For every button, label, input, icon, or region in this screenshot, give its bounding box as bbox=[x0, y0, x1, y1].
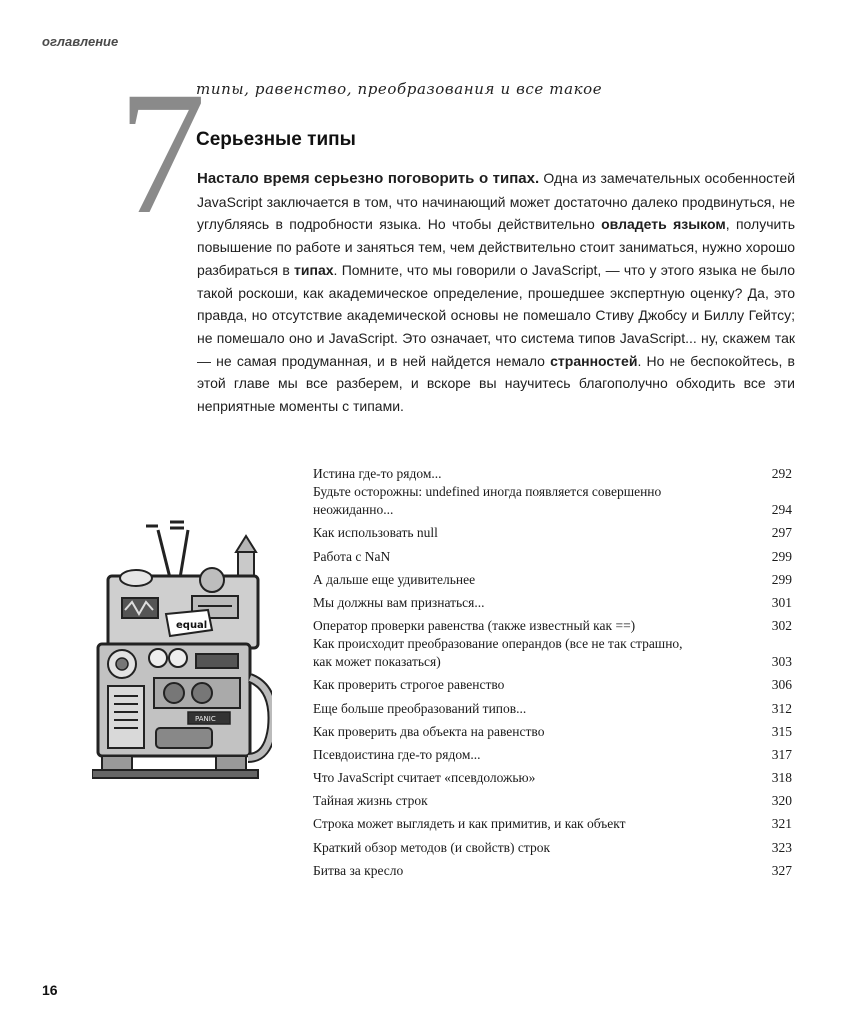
toc-entry-page: 312 bbox=[771, 700, 792, 716]
toc-entry-page: 297 bbox=[771, 525, 792, 541]
toc-entry-title: Как использовать null bbox=[313, 525, 438, 541]
toc-entry[interactable] bbox=[313, 857, 792, 880]
page-number: 16 bbox=[42, 982, 58, 998]
toc-entry-page: 292 bbox=[771, 466, 792, 482]
toc-entry-title: Псевдоистина где-то рядом... bbox=[313, 746, 481, 762]
toc-entry-title: А дальше еще удивительнее bbox=[313, 571, 476, 587]
robot-tag-label: equal bbox=[176, 620, 208, 631]
running-header: оглавление bbox=[42, 34, 119, 49]
toc-entry-title: Работа с NaN bbox=[313, 548, 391, 564]
toc-entry-page: 320 bbox=[771, 793, 792, 809]
toc-entry-title: Еще больше преобразований типов... bbox=[313, 700, 527, 716]
table-of-contents bbox=[313, 460, 792, 880]
toc-entry-page: 306 bbox=[771, 677, 792, 693]
toc-entry-title: Битва за кресло bbox=[313, 862, 404, 878]
toc-entry-page: 318 bbox=[771, 770, 792, 786]
chapter-subtitle: типы, равенство, преобразования и все такое bbox=[196, 80, 603, 98]
toc-entry[interactable] bbox=[313, 718, 792, 741]
chapter-intro bbox=[197, 167, 795, 418]
toc-entry-page: 302 bbox=[771, 618, 792, 634]
intro-emphasis: типах bbox=[294, 261, 334, 278]
intro-lead: Настало время серьезно поговорить о типах. bbox=[197, 170, 540, 187]
intro-emphasis: овладеть языком bbox=[601, 216, 726, 233]
toc-entry[interactable] bbox=[313, 741, 792, 764]
toc-entry[interactable] bbox=[313, 460, 792, 483]
toc-entry[interactable] bbox=[313, 483, 792, 519]
toc-entry[interactable] bbox=[313, 589, 792, 612]
toc-entry-title: Истина где-то рядом... bbox=[313, 466, 442, 482]
robot-panel-label: PANIC bbox=[195, 715, 216, 723]
intro-emphasis: странностей bbox=[550, 352, 638, 369]
toc-entry[interactable] bbox=[313, 694, 792, 717]
toc-entry-page: 323 bbox=[771, 839, 792, 855]
toc-entry-page: 294 bbox=[771, 502, 792, 518]
toc-entry[interactable] bbox=[313, 519, 792, 542]
toc-entry-title: Как проверить строгое равенство bbox=[313, 677, 505, 693]
robot-illustration bbox=[92, 518, 272, 783]
toc-entry[interactable] bbox=[313, 810, 792, 833]
toc-entry[interactable] bbox=[313, 566, 792, 589]
toc-entry-title: Мы должны вам признаться... bbox=[313, 594, 485, 610]
toc-entry-title: Как проверить два объекта на равенство bbox=[313, 723, 545, 739]
toc-entry-title: Тайная жизнь строк bbox=[313, 793, 428, 809]
intro-text: Одна из замечательных особенностей JavaScript заключается в том, что начинающий может достаточно далеко продвинуться, не углубляясь в подробности языка. Но чтобы действительно bbox=[197, 170, 796, 233]
chapter-number: 7 bbox=[118, 56, 206, 251]
chapter-title: Серьезные типы bbox=[196, 129, 356, 150]
toc-entry-page: 303 bbox=[771, 654, 792, 670]
toc-entry[interactable] bbox=[313, 671, 792, 694]
toc-entry-page: 327 bbox=[771, 862, 792, 878]
toc-entry[interactable] bbox=[313, 764, 792, 787]
toc-entry-title: Краткий обзор методов (и свойств) строк bbox=[313, 839, 551, 855]
intro-text: . Но не беспокойтесь, в этой главе мы все разберем, и вскоре вы научитесь благополучно обходить все эти неприятные моменты с типами. bbox=[197, 352, 795, 415]
intro-text: . Помните, что мы говорили о JavaScript, — что у этого языка не было такой роскоши, как академическое определение, прошедшее экспертную оценку? Да, это правда, но отсутствие академической основы не помешало Стиву Джобсу и Биллу Гейтсу; не помешало оно и JavaScript. Это означает, что система типов JavaScript... ну, скажем так — не самая продуманная, и в ней найдется немало bbox=[197, 261, 795, 369]
toc-entry-title: Будьте осторожны: undefined иногда появляется совершенно неожиданно... bbox=[313, 484, 662, 518]
toc-entry-page: 301 bbox=[771, 594, 792, 610]
toc-entry[interactable] bbox=[313, 635, 792, 671]
toc-entry-title: Что JavaScript считает «псевдоложью» bbox=[313, 770, 536, 786]
toc-entry-page: 317 bbox=[771, 746, 792, 762]
toc-entry-page: 321 bbox=[771, 816, 792, 832]
toc-entry[interactable] bbox=[313, 542, 792, 565]
toc-entry[interactable] bbox=[313, 833, 792, 856]
toc-entry-page: 299 bbox=[771, 548, 792, 564]
intro-text: , получить повышение по работе и заняться тем, чем действительно стоит заниматься, нужно хорошо разбираться в bbox=[197, 216, 796, 278]
toc-entry-title: Оператор проверки равенства (также известный как ==) bbox=[313, 618, 636, 634]
toc-entry-title: Как происходит преобразование операндов (все не так страшно, как может показаться) bbox=[313, 636, 683, 670]
toc-entry-page: 315 bbox=[771, 723, 792, 739]
toc-entry-page: 299 bbox=[771, 571, 792, 587]
toc-entry-title: Строка может выглядеть и как примитив, и как объект bbox=[313, 816, 626, 832]
toc-entry[interactable] bbox=[313, 787, 792, 810]
toc-entry[interactable] bbox=[313, 612, 792, 635]
